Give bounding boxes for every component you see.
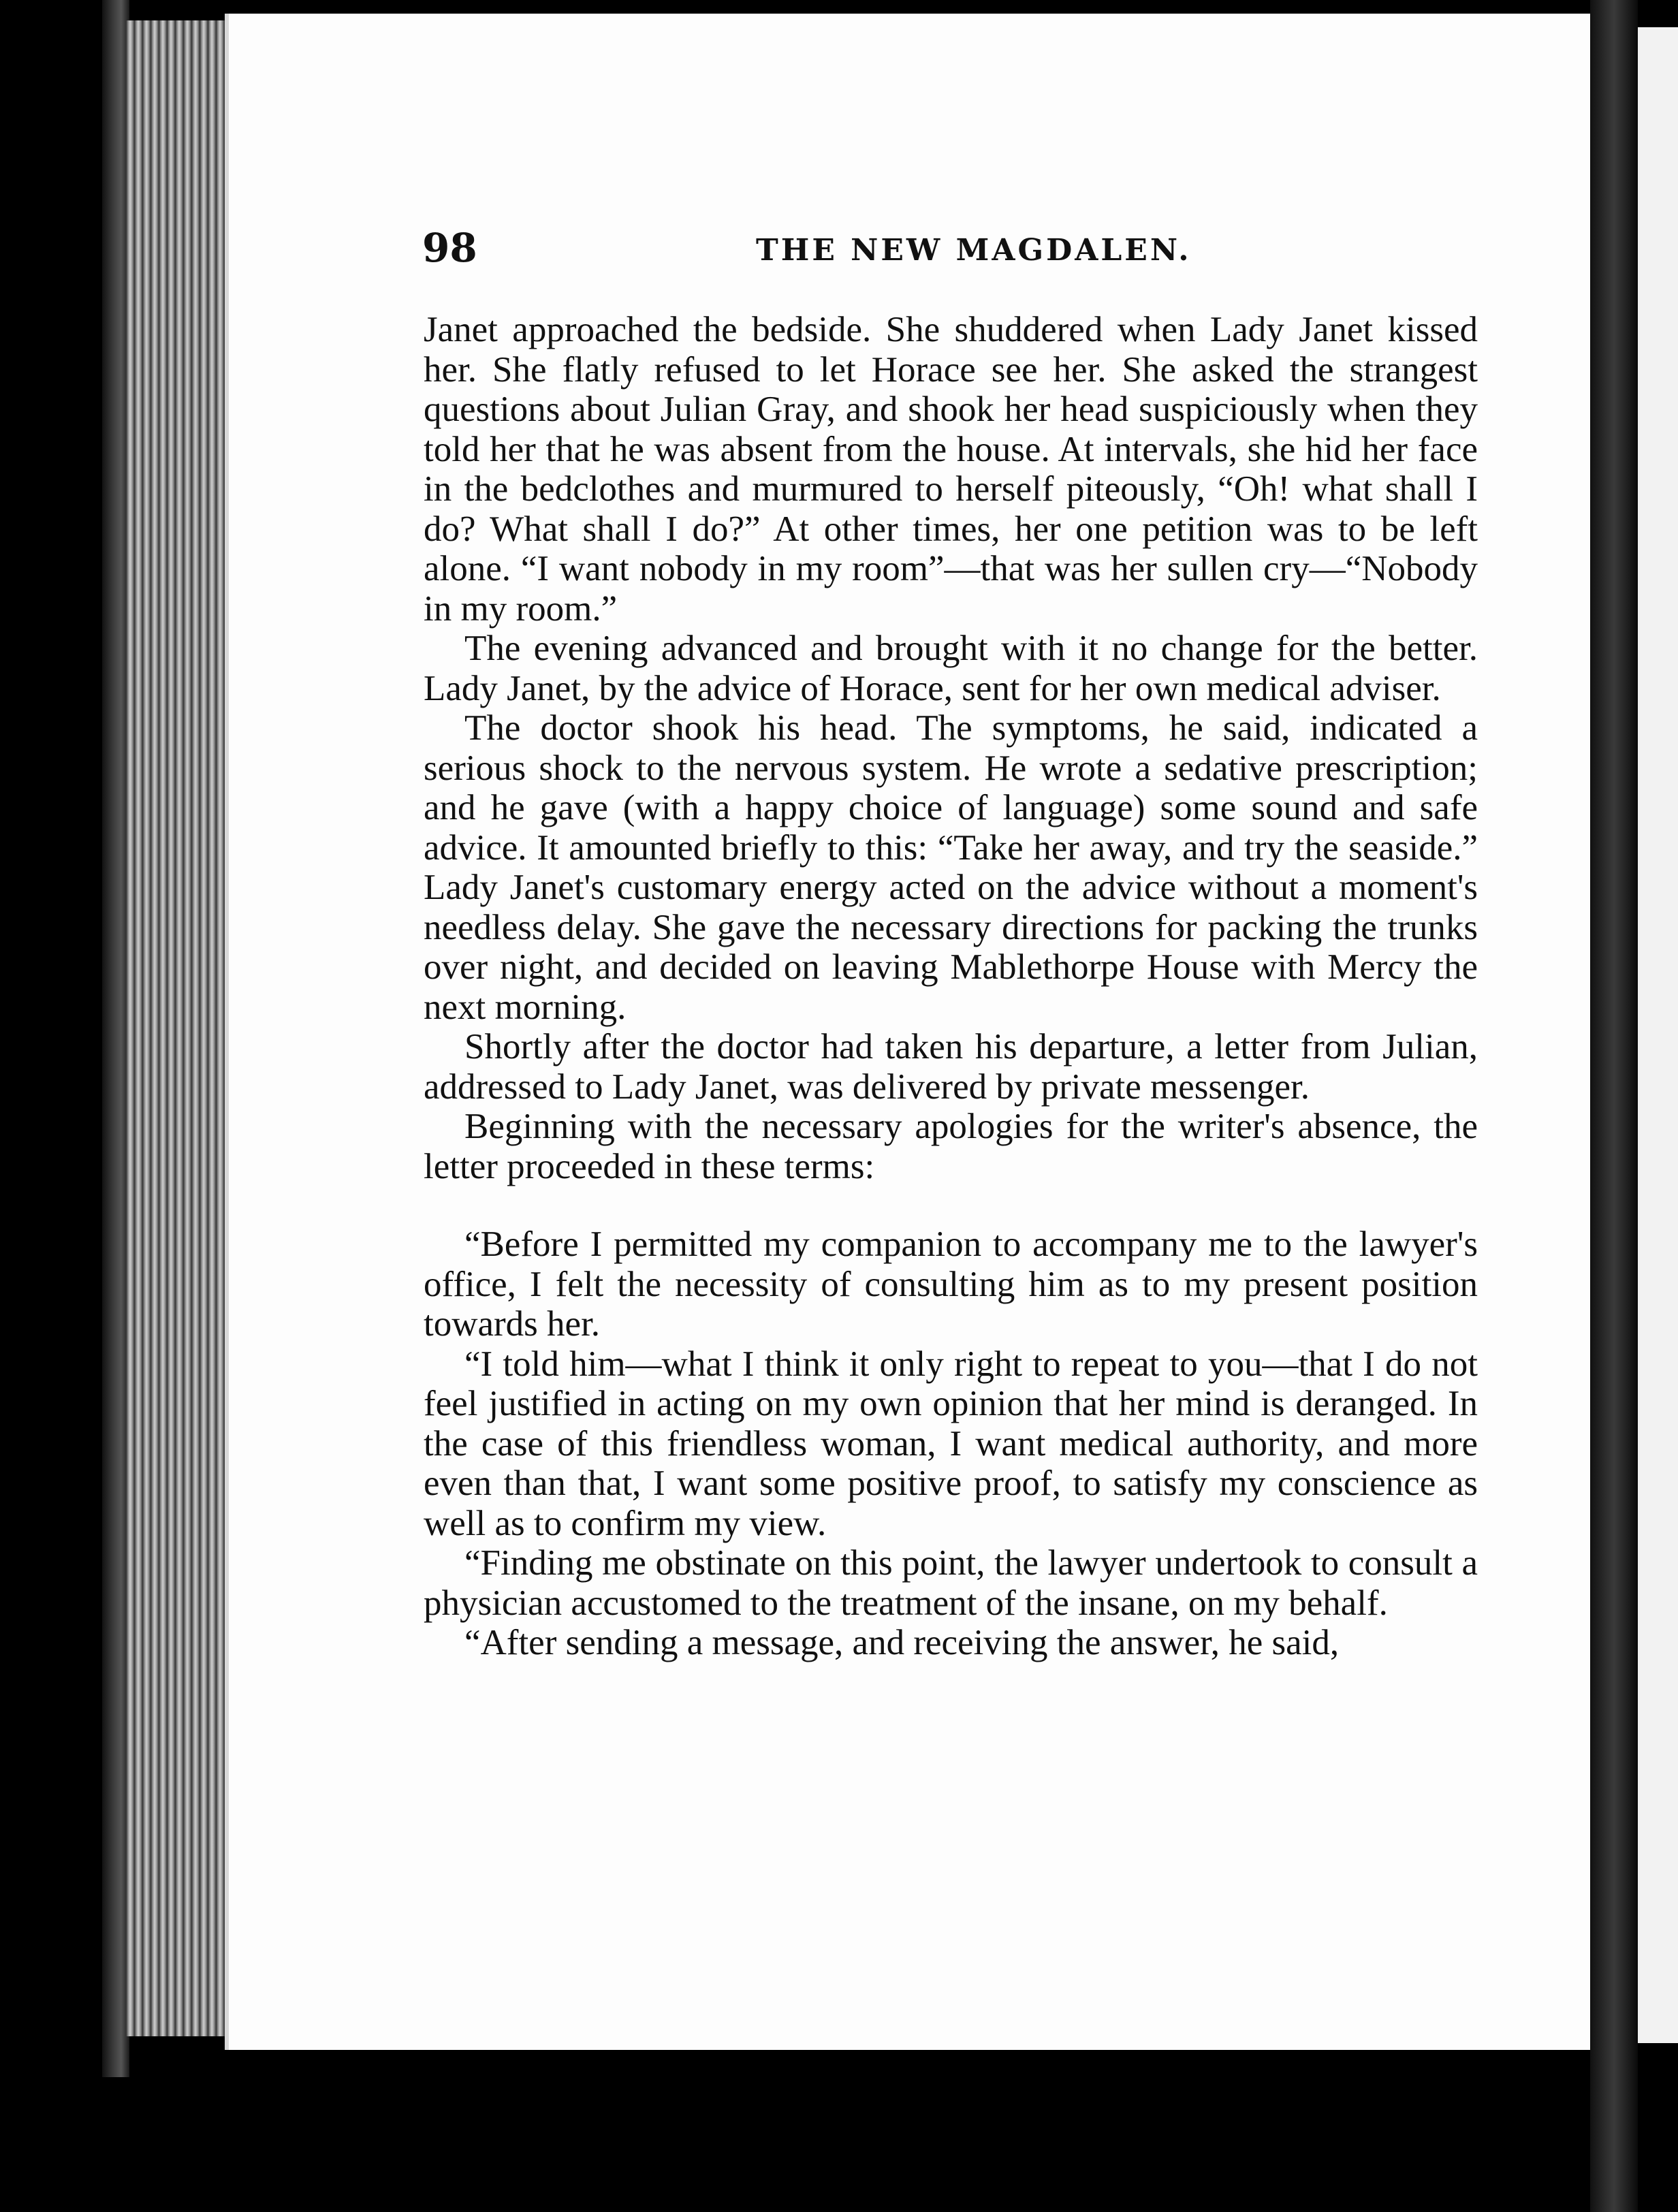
page-number: 98: [422, 225, 477, 271]
paragraph: Janet approached the bedside. She shuddered when Lady Janet kissed her. She flatly refused to let Horace see her. She asked the strangest questions about Julian Gray, and shook her head suspiciously when they told her that he was absent from the house. At intervals, she hid her face in the bedclothes and murmured to herself piteously, “Oh! what shall I do? What shall I do?” At other times, her one petition was to be left alone. “I want nobody in my room”—that was her sullen cry—“Nobody in my room.”: [424, 310, 1478, 629]
paragraph: The evening advanced and brought with it no change for the better. Lady Janet, by the advice of Horace, sent for her own medical adviser.: [424, 629, 1478, 708]
body-text: [424, 310, 1478, 1663]
paragraph: The doctor shook his head. The symptoms, he said, indicated a serious shock to the nervous system. He wrote a sedative prescription; and he gave (with a happy choice of language) some sound and safe advice. It amounted briefly to this: “Take her away, and try the seaside.” Lady Janet's customary energy acted on the advice without a moment's needless delay. She gave the necessary directions for packing the trunks over night, and decided on leaving Mablethorpe House with Mercy the next morning.: [424, 708, 1478, 1027]
section-gap: [424, 1186, 1478, 1224]
letter-paragraph: “Before I permitted my companion to accompany me to the lawyer's office, I felt the necessity of consulting him as to my present position towards her.: [424, 1224, 1478, 1344]
letter-paragraph: “Finding me obstinate on this point, the lawyer undertook to consult a physician accustomed to the treatment of the insane, on my behalf.: [424, 1543, 1478, 1623]
page-header: [422, 225, 1485, 279]
book-spine: [102, 0, 129, 2077]
gutter-shadow: [1590, 0, 1638, 2212]
paragraph: Shortly after the doctor had taken his departure, a letter from Julian, addressed to Lady Janet, was delivered by private messenger.: [424, 1027, 1478, 1107]
letter-paragraph: “After sending a message, and receiving the answer, he said,: [464, 1623, 1340, 1662]
paragraph: Beginning with the necessary apologies for the writer's absence, the letter proceeded in these terms:: [424, 1107, 1478, 1186]
letter-paragraph: “I told him—what I think it only right to repeat to you—that I do not feel justified in acting on my own opinion that her mind is deranged. In the case of this friendless woman, I want medical authority, and more even than that, I want some positive proof, to satisfy my conscience as well as to confirm my view.: [424, 1344, 1478, 1543]
facing-page-edge: [1638, 27, 1678, 2043]
page-edges: [126, 20, 228, 2036]
running-title: THE NEW MAGDALEN.: [756, 233, 1192, 268]
